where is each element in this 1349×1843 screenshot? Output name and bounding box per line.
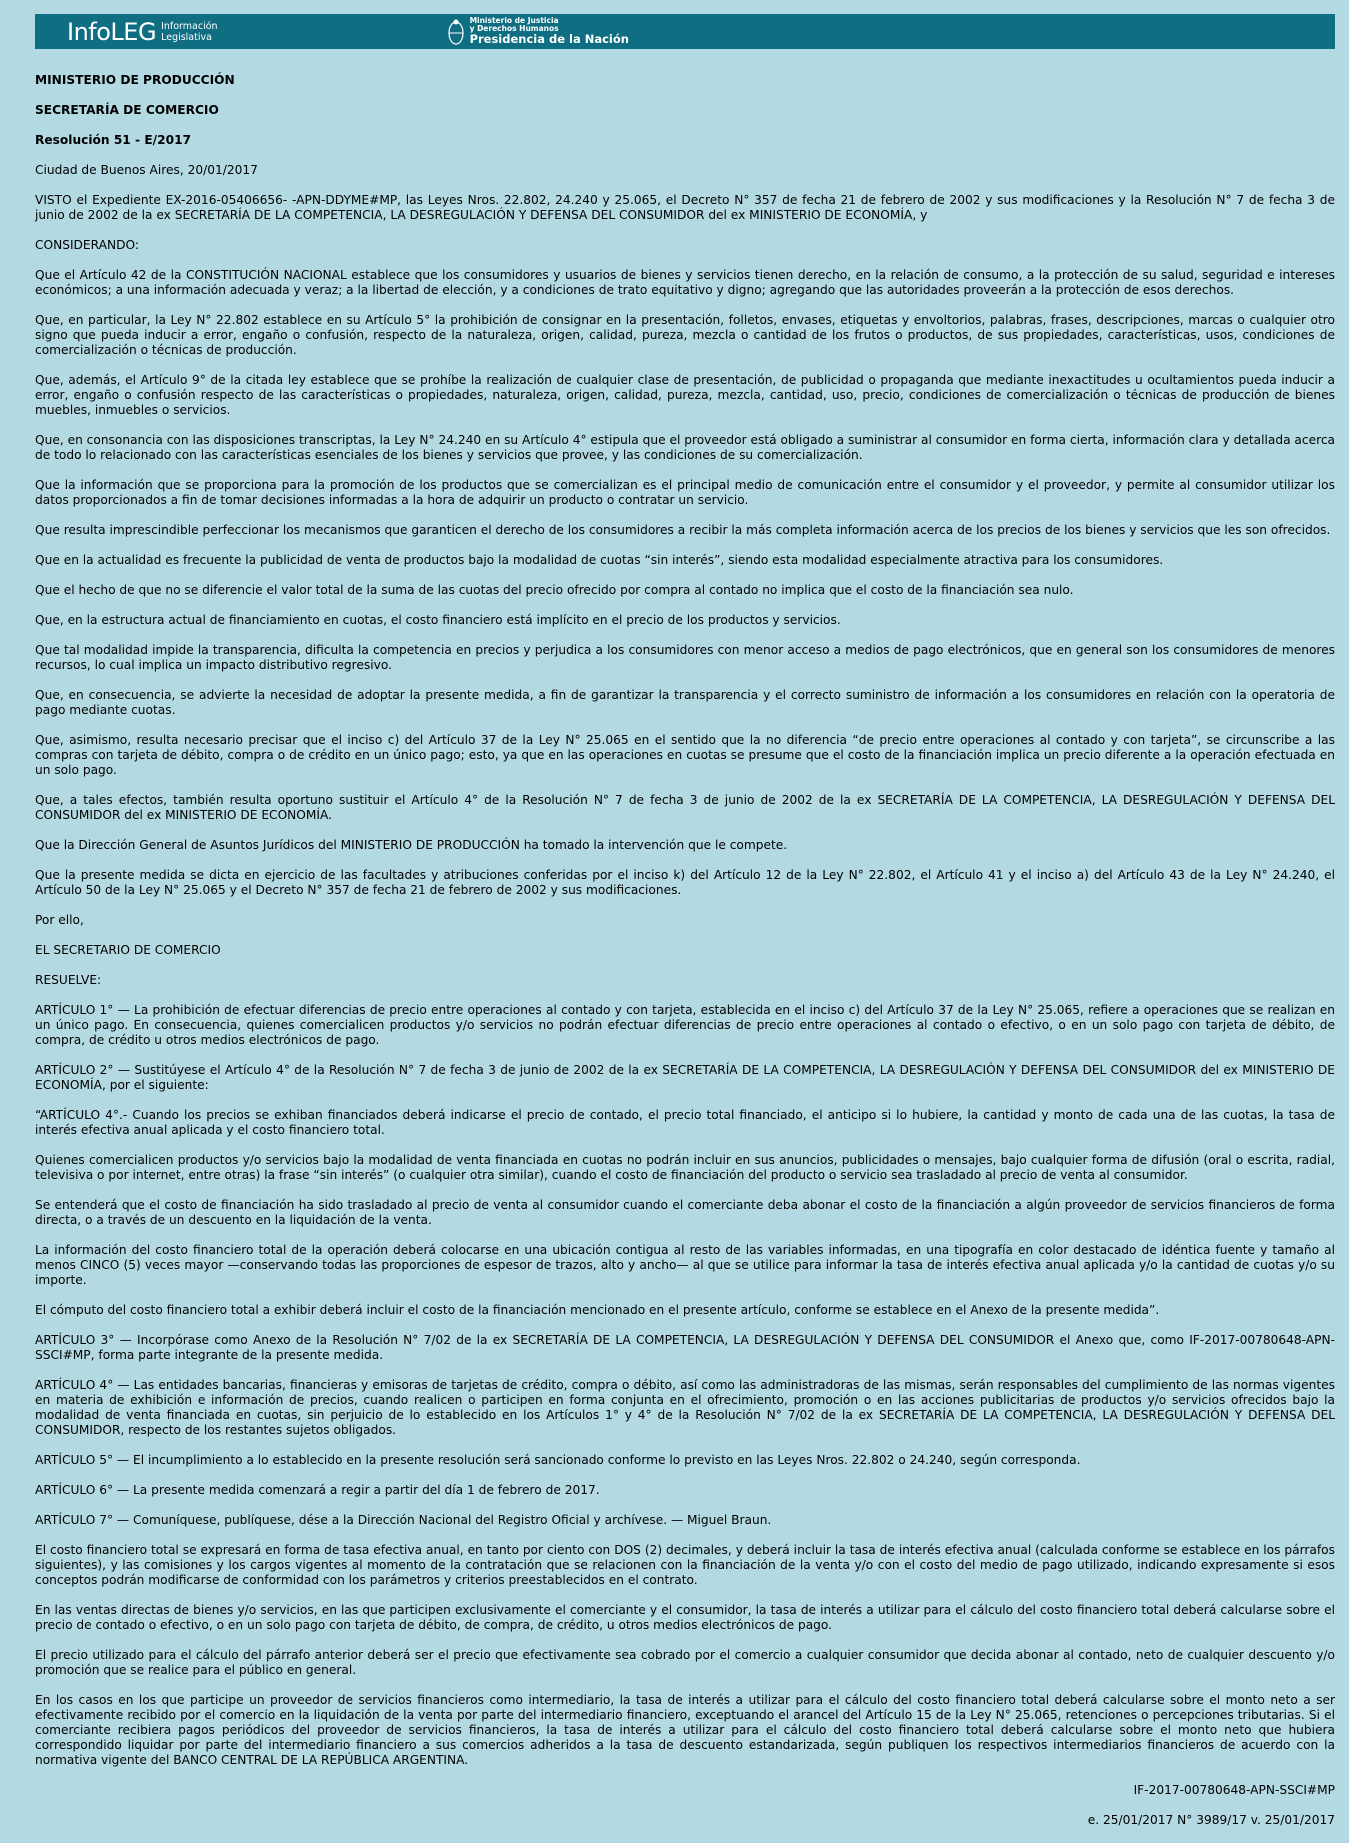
paragraph: Que, en particular, la Ley N° 22.802 establece en su Artículo 5° la prohibición de consignar en la presentación, folletos, envases, etiquetas y envoltorios, palabras, frases, descripciones, marcas o cualquier otro signo que pueda inducir a error, engaño o confusión, respecto de la naturaleza, origen, calidad, pureza, mezcla o cantidad de los frutos o productos, de sus propiedades, características, usos, condiciones de comercialización o técnicas de producción. (35, 313, 1335, 357)
paragraph: Que el hecho de que no se diferencie el valor total de la suma de las cuotas del precio ofrecido por compra al contado no implica que el costo de la financiación sea nulo. (35, 583, 1074, 597)
paragraph: ARTÍCULO 4° — Las entidades bancarias, financieras y emisoras de tarjetas de crédito, compra o débito, así como las administradoras de las mismas, serán responsables del cumplimiento de las normas vigentes en materia de exhibición e información de precios, cuando realicen o participen en forma conjunta en el ofrecimiento, promoción o en las acciones publicitarias de productos y/o servicios ofrecidos bajo la modalidad de venta financiada en cuotas, sin perjuicio de lo establecido en los Artículos 1° y 4° de la Resolución N° 7/02 de la ex SECRETARÍA DE LA COMPETENCIA, LA DESREGULACIÓN Y DEFENSA DEL CONSUMIDOR, respecto de los restantes sujetos obligados. (35, 1378, 1335, 1437)
place-date: Ciudad de Buenos Aires, 20/01/2017 (35, 163, 258, 177)
paragraph: En las ventas directas de bienes y/o servicios, en las que participen exclusivamente el comerciante y el consumidor, la tasa de interés a utilizar para el cálculo del costo financiero total deberá calcularse sobre el precio de contado o efectivo, o en un solo pago con tarjeta de débito, de compra, de crédito, u otros medios electrónicos de pago. (35, 1603, 1335, 1632)
paragraph: Que, en la estructura actual de financiamiento en cuotas, el costo financiero está implícito en el precio de los productos y servicios. (35, 613, 841, 627)
paragraph: Que la Dirección General de Asuntos Jurídicos del MINISTERIO DE PRODUCCIÓN ha tomado la intervención que le compete. (35, 838, 788, 852)
ministry-heading: MINISTERIO DE PRODUCCIÓN (35, 73, 235, 87)
paragraph: Que la información que se proporciona para la promoción de los productos que se comercializan es el principal medio de comunicación entre el consumidor y el proveedor, y permite al consumidor utilizar los datos proporcionados a fin de tomar decisiones informadas a la hora de adquirir un producto o contratar un servicio. (35, 478, 1335, 507)
logo-subtitle (161, 21, 218, 43)
paragraph: ARTÍCULO 3° — Incorpórase como Anexo de la Resolución N° 7/02 de la ex SECRETARÍA DE LA COMPETENCIA, LA DESREGULACIÓN Y DEFENSA DEL CONSUMIDOR el Anexo que, como IF-2017-00780648-APN-SSCI#MP, forma parte integrante de la presente medida. (35, 1333, 1335, 1362)
paragraph: Que, en consonancia con las disposiciones transcriptas, la Ley N° 24.240 en su Artículo 4° estipula que el proveedor está obligado a suministrar al consumidor en forma cierta, información clara y detallada acerca de todo lo relacionado con las características esenciales de los bienes y servicios que provee, y las condiciones de su comercialización. (35, 433, 1335, 462)
paragraph: En los casos en los que participe un proveedor de servicios financieros como intermediario, la tasa de interés a utilizar para el cálculo del costo financiero total deberá calcularse sobre el monto neto a ser efectivamente recibido por el comercio en la liquidación de la venta por parte del intermediario financiero, exceptuando el arancel del Artículo 15 de la Ley N° 25.065, retenciones o percepciones tributarias. Si el comerciante recibiera pagos periódicos del proveedor de servicios financieros, la tasa de interés a utilizar para el cálculo del costo financiero total deberá calcularse sobre el monto neto que hubiera correspondido liquidar por parte del intermediario financiero a sus comercios adheridos a la tasa de descuento estandarizada, según publiquen los respectivos intermediarios financieros de acuerdo con la normativa vigente del BANCO CENTRAL DE LA REPÚBLICA ARGENTINA. (35, 1693, 1335, 1767)
gov-line-1: Ministerio de Justicia (469, 16, 559, 25)
paragraph: ARTÍCULO 2° — Sustitúyese el Artículo 4° de la Resolución N° 7 de fecha 3 de junio de 2002 de la ex SECRETARÍA DE LA COMPETENCIA, LA DESREGULACIÓN Y DEFENSA DEL CONSUMIDOR del ex MINISTERIO DE ECONOMÍA, por el siguiente: (35, 1063, 1335, 1092)
publication-info: e. 25/01/2017 N° 3989/17 v. 25/01/2017 (1087, 1813, 1335, 1827)
resolution-title: Resolución 51 - E/2017 (35, 133, 192, 147)
paragraph: Que, a tales efectos, también resulta oportuno sustituir el Artículo 4° de la Resolución N° 7 de fecha 3 de junio de 2002 de la ex SECRETARÍA DE LA COMPETENCIA, LA DESREGULACIÓN Y DEFENSA DEL CONSUMIDOR del ex MINISTERIO DE ECONOMÍA. (35, 793, 1335, 822)
paragraph: EL SECRETARIO DE COMERCIO (35, 943, 221, 957)
paragraph: Que la presente medida se dicta en ejercicio de las facultades y atribuciones conferidas por el inciso k) del Artículo 12 de la Ley N° 22.802, el Artículo 41 y el inciso a) del Artículo 43 de la Ley N° 24.240, el Artículo 50 de la Ley N° 25.065 y el Decreto N° 357 de fecha 21 de febrero de 2002 y sus modificaciones. (35, 868, 1335, 897)
paragraph: La información del costo financiero total de la operación deberá colocarse en una ubicación contigua al resto de las variables informadas, en una tipografía en color destacado de idéntica fuente y tamaño al menos CINCO (5) veces mayor —conservando todas las proporciones de espesor de trazos, alto y ancho— al que se utilice para informar la tasa de interés efectiva anual aplicada y/o la cantidad de cuotas y/o su importe. (35, 1243, 1335, 1287)
paragraph: Que tal modalidad impide la transparencia, dificulta la competencia en precios y perjudica a los consumidores con menor acceso a medios de pago electrónicos, que en general son los consumidores de menores recursos, lo cual implica un impacto distributivo regresivo. (35, 643, 1335, 672)
document-body (35, 73, 1335, 1828)
paragraph-list (35, 193, 1335, 1768)
logo-sub-line-1: Información (161, 20, 218, 32)
gov-line-2: y Derechos Humanos (469, 24, 559, 33)
paragraph: ARTÍCULO 5° — El incumplimiento a lo establecido en la presente resolución será sancionado conforme lo previsto en las Leyes Nros. 22.802 o 24.240, según corresponda. (35, 1453, 1081, 1467)
paragraph: ARTÍCULO 6° — La presente medida comenzará a regir a partir del día 1 de febrero de 2017. (35, 1483, 600, 1497)
paragraph: Que, asimismo, resulta necesario precisar que el inciso c) del Artículo 37 de la Ley N° 25.065 en el sentido que la no diferencia “de precio entre operaciones al contado y con tarjeta”, se circunscribe a las compras con tarjeta de débito, compra o de crédito en un único pago; esto, ya que en las operaciones en cuotas se presume que el costo de la financiación implica un precio diferente a la operación efectuada en un solo pago. (35, 733, 1335, 777)
paragraph: “ARTÍCULO 4°.- Cuando los precios se exhiban financiados deberá indicarse el precio de contado, el precio total financiado, el anticipo si lo hubiere, la cantidad y monto de cada una de las cuotas, la tasa de interés efectiva anual aplicada y el costo financiero total. (35, 1108, 1335, 1137)
paragraph: Quienes comercialicen productos y/o servicios bajo la modalidad de venta financiada en cuotas no podrán incluir en sus anuncios, publicidades o mensajes, bajo cualquier forma de difusión (oral o escrita, radial, televisiva o por internet, entre otras) la frase “sin interés” (o cualquier otra similar), cuando el costo de financiación del producto o servicio sea trasladado al precio de venta al consumidor. (35, 1153, 1335, 1182)
paragraph: El cómputo del costo financiero total a exhibir deberá incluir el costo de la financiación mencionado en el presente artículo, conforme se establece en el Anexo de la presente medida”. (35, 1303, 1160, 1317)
paragraph: Que, además, el Artículo 9° de la citada ley establece que se prohíbe la realización de cualquier clase de presentación, de publicidad o propaganda que mediante inexactitudes u ocultamientos pueda inducir a error, engaño o confusión respecto de las características o propiedades, naturaleza, origen, calidad, pureza, mezcla, cantidad, uso, precio, condiciones de comercialización o técnicas de producción de bienes muebles, inmuebles o servicios. (35, 373, 1335, 417)
paragraph: CONSIDERANDO: (35, 238, 139, 252)
paragraph: Que en la actualidad es frecuente la publicidad de venta de productos bajo la modalidad de cuotas “sin interés”, siendo esta modalidad especialmente atractiva para los consumidores. (35, 553, 1164, 567)
secretariat-heading: SECRETARÍA DE COMERCIO (35, 103, 219, 117)
logo-sub-line-2: Legislativa (161, 31, 212, 43)
paragraph: Que, en consecuencia, se advierte la necesidad de adoptar la presente medida, a fin de garantizar la transparencia y el correcto suministro de información a los consumidores en relación con la operatoria de pago mediante cuotas. (35, 688, 1335, 717)
paragraph: Por ello, (35, 913, 84, 927)
government-text (470, 17, 629, 46)
paragraph: VISTO el Expediente EX-2016-05406656- -APN-DDYME#MP, las Leyes Nros. 22.802, 24.240 y 25.065, el Decreto N° 357 de fecha 21 de febrero de 2002 y sus modificaciones y la Resolución N° 7 de fecha 3 de junio de 2002 de la ex SECRETARÍA DE LA COMPETENCIA, LA DESREGULACIÓN Y DEFENSA DEL CONSUMIDOR del ex MINISTERIO DE ECONOMÍA, y (35, 193, 1335, 222)
footer-document-id: IF-2017-00780648-APN-SSCI#MP (1133, 1783, 1335, 1797)
paragraph: El precio utilizado para el cálculo del párrafo anterior deberá ser el precio que efectivamente sea cobrado por el comercio a cualquier consumidor que decida abonar al contado, neto de cualquier descuento y/o promoción que se realice para el público en general. (35, 1648, 1335, 1677)
paragraph: Se entenderá que el costo de financiación ha sido trasladado al precio de venta al consumidor cuando el comerciante deba abonar el costo de la financiación a algún proveedor de servicios financieros de forma directa, o a través de un descuento en la liquidación de la venta. (35, 1198, 1335, 1227)
site-header (35, 14, 1335, 49)
paragraph: Que el Artículo 42 de la CONSTITUCIÓN NACIONAL establece que los consumidores y usuarios de bienes y servicios tienen derecho, en la relación de consumo, a la protección de su salud, seguridad e intereses económicos; a una información adecuada y veraz; a la libertad de elección, y a condiciones de trato equitativo y digno; agregando que las autoridades proveerán a la protección de esos derechos. (35, 268, 1335, 297)
gov-line-3: Presidencia de la Nación (469, 32, 629, 46)
logo-main-text: InfoLEG (67, 17, 157, 46)
paragraph: ARTÍCULO 7° — Comuníquese, publíquese, dése a la Dirección Nacional del Registro Oficial y archívese. — Miguel Braun. (35, 1513, 772, 1527)
government-logo[interactable] (448, 17, 629, 46)
paragraph: ARTÍCULO 1° — La prohibición de efectuar diferencias de precio entre operaciones al contado y con tarjeta, establecida en el inciso c) del Artículo 37 de la Ley N° 25.065, refiere a operaciones que se realizan en un único pago. En consecuencia, quienes comercialicen productos y/o servicios no podrán efectuar diferencias de precio entre operaciones al contado o efectivo, o en un solo pago con tarjeta de débito, de compra, de crédito u otros medios electrónicos de pago. (35, 1003, 1335, 1047)
paragraph: Que resulta imprescindible perfeccionar los mecanismos que garanticen el derecho de los consumidores a recibir la más completa información acerca de los precios de los bienes y servicios que les son ofrecidos. (35, 523, 1331, 537)
infoleg-logo[interactable] (67, 17, 218, 46)
argentina-shield-icon (448, 18, 464, 46)
paragraph: El costo financiero total se expresará en forma de tasa efectiva anual, en tanto por ciento con DOS (2) decimales, y deberá incluir la tasa de interés efectiva anual (calculada conforme se establece en los párrafos siguientes), y las comisiones y los cargos vigentes al momento de la contratación que se relacionen con la financiación de la venta y/o con el costo del medio de pago utilizado, indicando expresamente si esos conceptos podrán modificarse de conformidad con los parámetros y criterios preestablecidos en el contrato. (35, 1543, 1335, 1587)
paragraph: RESUELVE: (35, 973, 102, 987)
